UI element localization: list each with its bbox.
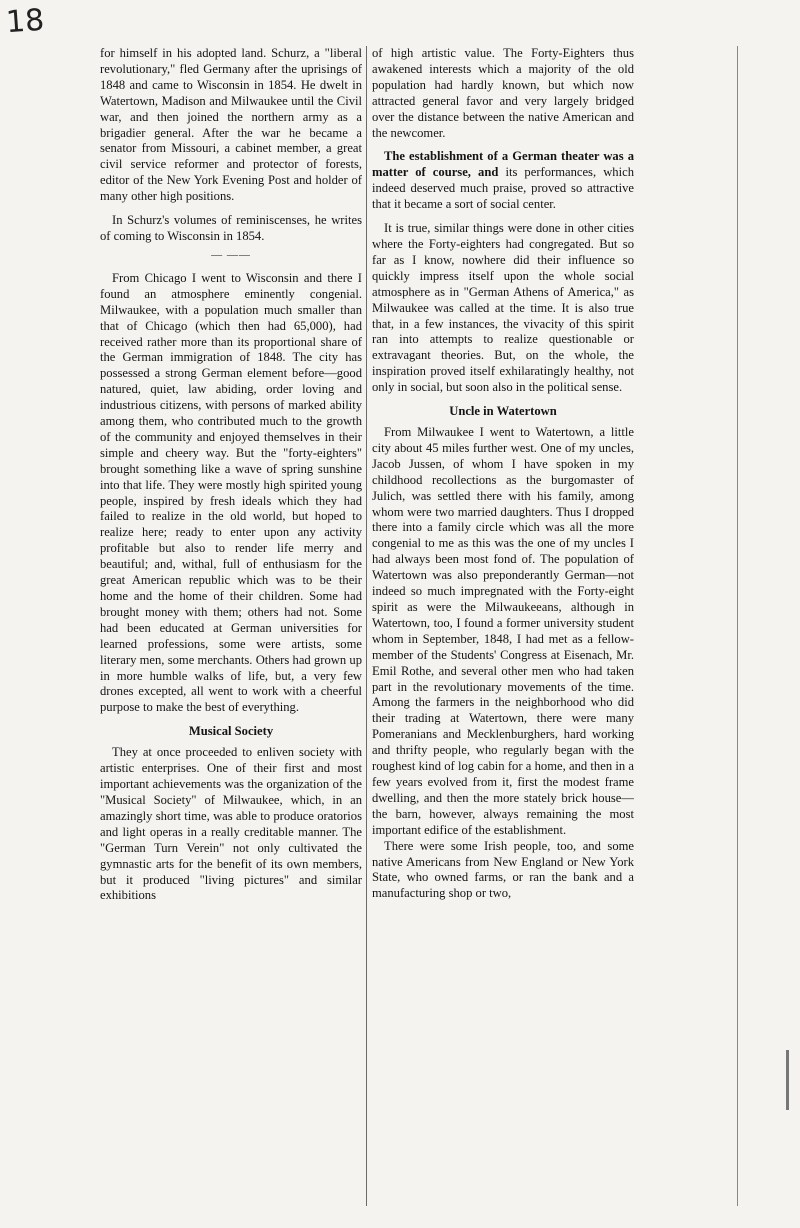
left-paragraph-1: for himself in his adopted land. Schurz, a "liberal revolutionary," fled Germany after the uprisings of 1848 and came to Wisconsin in 1854. He dwelt in Watertown, Madison and Milwaukee until the Civil war, and then joined the northern army as a brigadier general. After the war he became a senator from Missouri, a cabinet member, a great civil service reformer and protector of forests, editor of the New York Evening Post and holder of many other high positions. xyxy=(100,46,362,204)
theater-lead-text: The establishment of a German theater was a matter of course, and xyxy=(372,149,634,180)
left-paragraph-2: In Schurz's volumes of reminiscenses, he writes of coming to Wisconsin in 1854. xyxy=(100,213,362,243)
heading-uncle-in-watertown: Uncle in Watertown xyxy=(449,404,557,419)
right-paragraph-4: From Milwaukee I went to Watertown, a little city about 45 miles further west. One of my uncles, Jacob Jussen, of whom I have spoken in my childhood recollections as the burgomaster of Julich, was settled there with his family, among whom were two married daughters. Thus I dropped there into a family circle which was all the more congenial to me as this was the one of my uncles I had always been most fond of. The population of Watertown was also preponderantly German—not indeed so much impregnated with the Forty-eight spirit as were the Milwaukeeans, although in Watertown, too, I found a former university student whom in September, 1848, I had met as a fellow-member of the Students' Congress at Eisenach, Mr. Emil Rothe, and several other men who had taken part in the revolutionary movements of the time. Among the farmers in the neighborhood who did their trading at Watertown, there were many Pomeranians and Mecklenburghers, hard working and thrifty people, who regularly began with the roughest kind of log cabin for a home, and then in a few years evolved from it, first the modest frame dwelling, and then the more stately brick house—the barn, however, always remaining the most important edifice of the establishment. xyxy=(372,425,634,837)
right-column xyxy=(372,46,634,1206)
heading-musical-society: Musical Society xyxy=(188,724,274,739)
section-divider: — —— xyxy=(211,248,251,261)
right-paragraph-5: There were some Irish people, too, and some native Americans from New England or New York State, who owned farms, or ran the bank and a manufacturing shop or two, xyxy=(372,838,634,901)
page-number: 18 xyxy=(4,2,46,41)
left-column xyxy=(100,46,362,1206)
column-rule xyxy=(366,46,367,1206)
right-paragraph-2 xyxy=(372,149,634,213)
left-paragraph-4: They at once proceeded to enliven society with artistic enterprises. One of their first and most important achievements was the organization of the "Musical Society" of Milwaukee, which, in an amazingly short time, was able to produce oratorios and light operas in a really creditable manner. The "German Turn Verein" not only cultivated the gymnastic arts for the benefit of its own members, but it produced "living pictures" and similar exhibitions xyxy=(100,745,362,903)
right-paragraph-3: It is true, similar things were done in other cities where the Forty-eighters had congregated. But so far as I know, nowhere did their influence so quickly impress itself upon the whole social atmosphere as in "German Athens of America," as Milwaukee was called at the time. It is also true that, in a few instances, the vivacity of this spirit ran into attempts to realize questionable or extravagant theories. But, on the whole, the inspiration proved itself exhilaratingly healthy, not only in social, but soon also in the political sense. xyxy=(372,221,634,395)
right-paragraph-1: of high artistic value. The Forty-Eighters thus awakened interests which a majority of the old population had hardly known, but which now attracted general favor and very largely bridged over the distance between the native American and the newcomer. xyxy=(372,46,634,140)
scan-edge-mark xyxy=(786,1050,789,1110)
clipping-right-edge xyxy=(737,46,738,1206)
newspaper-clipping xyxy=(100,46,640,1206)
theater-rest-text: its performances, which indeed deserved much praise, proved so attractive that it became a sort of social center. xyxy=(372,165,634,212)
left-paragraph-3: From Chicago I went to Wisconsin and there I found an atmosphere eminently congenial. Milwaukee, with a population much smaller than that of Chicago (which then had 65,000), had received rather more than its proportional share of the German immigration of 1848. The city has possessed a strong German element before—good natured, quiet, law abiding, order loving and industrious citizens, with persons of marked ability among them, who contributed much to the growth of the community and enjoyed themselves in their simple and cheery way. But the "forty-eighters" brought something like a wave of spring sunshine into that life. They were mostly high spirited young people, inspired by fresh ideals which they had failed to realize in the old world, but hoped to realize here; ready to enter upon any activity profitable but also to render life merry and beautiful; and, withal, full of enthusiasm for the great American republic which was to be their home and the home of their children. Some had brought money with them; others had not. Some had been educated at German universities for learned professions, some were artists, some literary men, some merchants. Others had grown up in more humble walks of life, but, a very few drones excepted, all went to work with a cheerful purpose to make the best of everything. xyxy=(100,270,362,715)
